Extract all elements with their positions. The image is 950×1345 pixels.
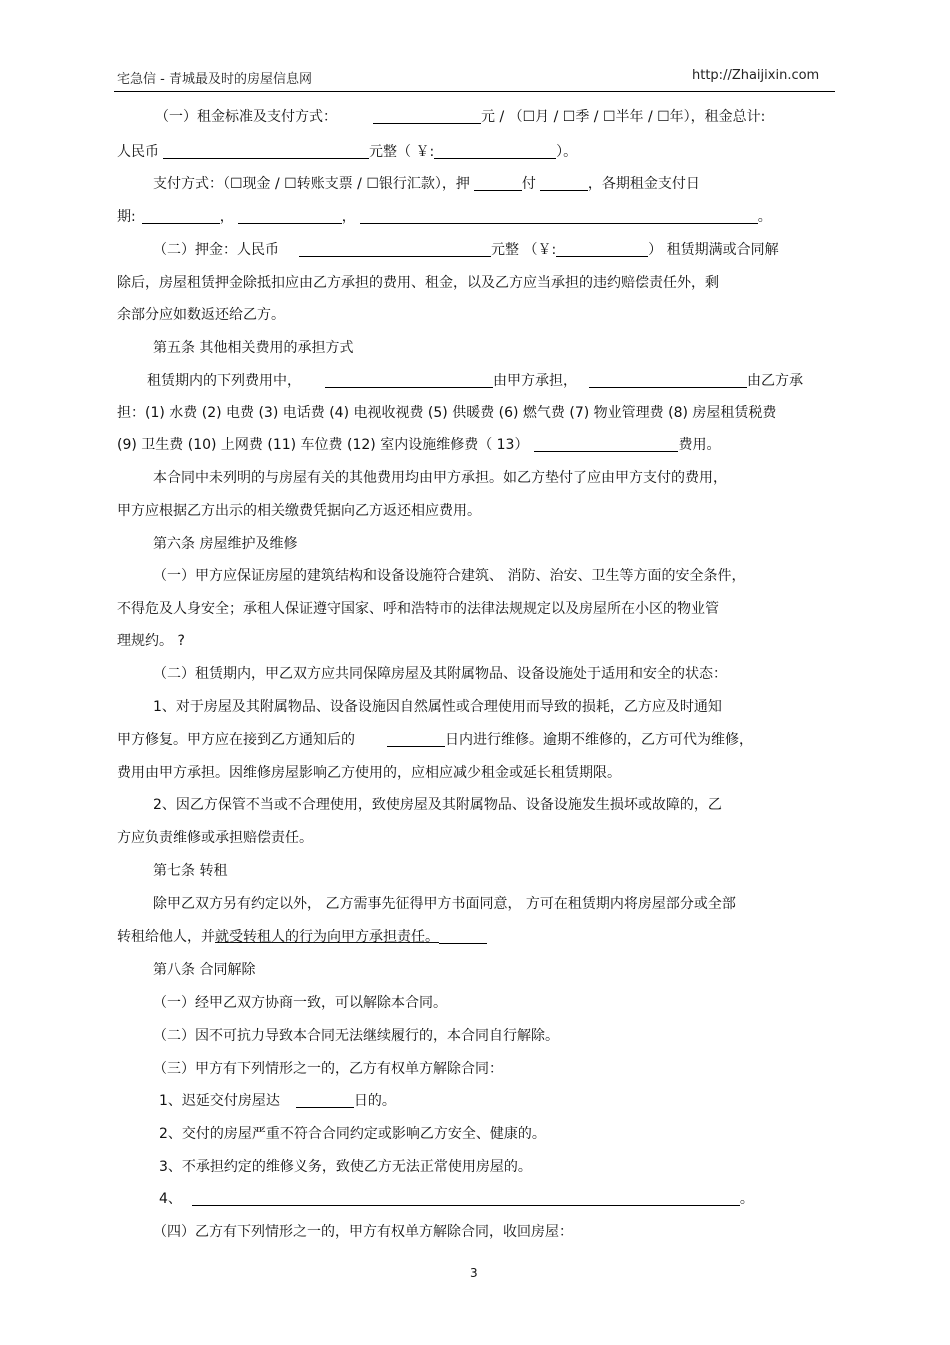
pay-months-blank bbox=[540, 176, 588, 191]
art8-p3: （三）甲方有下列情形之一的，乙方有权单方解除合同： bbox=[153, 1061, 503, 1077]
other-fee-blank bbox=[534, 437, 678, 452]
art8-item3: 3、不承担约定的维修义务，致使乙方无法正常使用房屋的。 bbox=[159, 1159, 532, 1175]
art6-item2-line1: 2、因乙方保管不当或不合理使用，致使房屋及其附属物品、设备设施发生损坏或故障的，乙 bbox=[153, 797, 722, 813]
art6-p1-line1: （一）甲方应保证房屋的建筑结构和设备设施符合建筑、 消防、治安、卫生等方面的安全条件， bbox=[153, 568, 746, 584]
payment-method-line: 支付方式：（☐现金 / ☐转账支票 / ☐银行汇款），押 付 ，各期租金支付日 bbox=[153, 176, 700, 192]
art7-line-1: 除甲乙双方另有约定以外， 乙方需事先征得甲方书面同意， 方可在租赁期内将房屋部分或全部 bbox=[153, 896, 736, 912]
art8-item4: 4、 。 bbox=[159, 1191, 754, 1207]
art8-item1: 1、迟延交付房屋达 日的。 bbox=[159, 1093, 396, 1109]
art8-p2: （二）因不可抗力导致本合同无法继续履行的，本合同自行解除。 bbox=[153, 1028, 559, 1044]
payment-dates-line: 期: ， ， 。 bbox=[117, 209, 772, 225]
other-condition-blank bbox=[192, 1191, 740, 1206]
rent-total-blank bbox=[163, 144, 369, 159]
header-site-name: 宅急信 - 青城最及时的房屋信息网 bbox=[117, 72, 312, 87]
art6-p1-line3: 理规约。 ? bbox=[117, 633, 185, 649]
deposit-months-blank bbox=[474, 176, 522, 191]
art5-line-3: (9) 卫生费 (10) 上网费 (11) 车位费 (12) 室内设施维修费（ 13） 费用。 bbox=[117, 437, 721, 453]
rent-total-figure-blank bbox=[434, 144, 556, 159]
rent-line-2: 人民币 元整（ ￥: ）。 bbox=[117, 144, 578, 160]
header-rule bbox=[114, 91, 835, 92]
art6-item1-line2: 甲方修复。甲方应在接到乙方通知后的 日内进行维修。逾期不维修的，乙方可代为维修， bbox=[117, 732, 753, 748]
art6-item1-line3: 费用由甲方承担。因维修房屋影响乙方使用的，应相应减少租金或延长租赁期限。 bbox=[117, 765, 621, 781]
art5-line-1: 租赁期内的下列费用中， 由甲方承担， 由乙方承 bbox=[147, 373, 803, 389]
art5-para2-line2: 甲方应根据乙方出示的相关缴费凭据向乙方返还相应费用。 bbox=[117, 503, 481, 519]
rent-label: （一）租金标准及支付方式： bbox=[155, 109, 337, 125]
pay-date-blank-2 bbox=[238, 209, 342, 224]
delay-days-blank bbox=[296, 1093, 354, 1108]
art8-p4: （四）乙方有下列情形之一的，甲方有权单方解除合同，收回房屋： bbox=[153, 1224, 573, 1240]
article-6-title: 第六条 房屋维护及维修 bbox=[153, 536, 298, 552]
landlord-fees-blank bbox=[325, 373, 493, 388]
article-8-title: 第八条 合同解除 bbox=[153, 962, 256, 978]
art5-para2-line1: 本合同中未列明的与房屋有关的其他费用均由甲方承担。如乙方垫付了应由甲方支付的费用， bbox=[153, 470, 727, 486]
art7-line-2: 转租给他人，并就受转租人的行为向甲方承担责任。 bbox=[117, 928, 487, 946]
rent-line-1 bbox=[155, 108, 765, 126]
deposit-amount-blank bbox=[299, 242, 491, 257]
page-number: 3 bbox=[470, 1266, 478, 1280]
rent-amount-blank bbox=[373, 109, 481, 124]
deposit-line-2: 除后，房屋租赁押金除抵扣应由乙方承担的费用、租金，以及乙方应当承担的违约赔偿责任外，剩 bbox=[117, 275, 719, 291]
rent-period-options: 元 / （☐月 / ☐季 / ☐半年 / ☐年），租金总计: bbox=[481, 109, 766, 125]
art6-item1-line1: 1、对于房屋及其附属物品、设备设施因自然属性或合理使用而导致的损耗，乙方应及时通知 bbox=[153, 699, 722, 715]
art6-item2-line2: 方应负责维修或承担赔偿责任。 bbox=[117, 830, 313, 846]
deposit-line-1: （二）押金：人民币 元整 （￥: ） 租赁期满或合同解 bbox=[153, 242, 779, 258]
art5-fee-list: 担：(1) 水费 (2) 电费 (3) 电话费 (4) 电视收视费 (5) 供暖费 (6) 燃气费 (7) 物业管理费 (8) 房屋租赁税费 bbox=[117, 405, 777, 421]
article-7-title: 第七条 转租 bbox=[153, 863, 228, 879]
repair-days-blank bbox=[387, 732, 445, 747]
pay-date-blank-3 bbox=[360, 209, 758, 224]
art8-p1: （一）经甲乙双方协商一致，可以解除本合同。 bbox=[153, 995, 447, 1011]
article-5-title: 第五条 其他相关费用的承担方式 bbox=[153, 340, 354, 356]
art6-p2: （二）租赁期内，甲乙双方应共同保障房屋及其附属物品、设备设施处于适用和安全的状态： bbox=[153, 666, 727, 682]
header-url: http://Zhaijixin.com bbox=[692, 68, 820, 83]
art6-p1-line2: 不得危及人身安全；承租人保证遵守国家、呼和浩特市的法律法规规定以及房屋所在小区的物业管 bbox=[117, 601, 719, 617]
art8-item2: 2、交付的房屋严重不符合合同约定或影响乙方安全、健康的。 bbox=[159, 1126, 546, 1142]
deposit-line-3: 余部分应如数返还给乙方。 bbox=[117, 307, 285, 323]
pay-date-blank-1 bbox=[142, 209, 220, 224]
deposit-figure-blank bbox=[556, 242, 648, 257]
tenant-fees-blank bbox=[589, 373, 747, 388]
